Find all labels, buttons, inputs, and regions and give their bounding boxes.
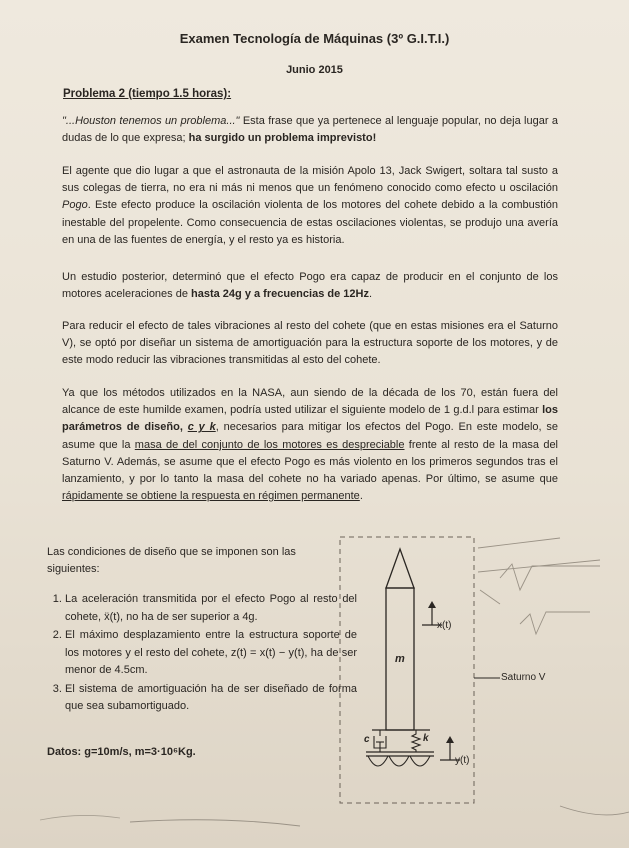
nozzle (410, 756, 430, 766)
saturn-label: Saturno V (501, 672, 546, 683)
y-label: y(t) (455, 755, 470, 766)
conditions-intro: Las condiciones de diseño que se imponen son las siguientes: (47, 546, 296, 575)
exam-date: Junio 2015 (286, 64, 343, 76)
spring (412, 730, 420, 752)
condition-item: 2. El máximo desplazamiento entre la estructura soporte de los motores y el resto del cohete, z(t) = x(t) − y(t), ha de ser menor de 4.5cm. (65, 627, 357, 680)
rocket-nose (386, 549, 414, 588)
paragraph-intro: "...Houston tenemos un problema..." Esta frase que ya pertenece al lenguaje popular, no deja lugar a dudas de lo que expresa; ha surgido un problema imprevisto! (62, 115, 558, 145)
x-label: x(t) (437, 620, 452, 631)
damper-label: c (364, 734, 370, 745)
assumption-mass: masa de del conjunto de los motores es despreciable (134, 438, 405, 451)
nozzle (368, 756, 388, 766)
paragraph-model: Ya que los métodos utilizados en la NASA, aun siendo de la década de los 70, están fuera del alcance de este humilde examen, podría usted utilizar el siguiente modelo de 1 g.d.l para estimar los parámetros de diseño, c y k, necesarios para mitigar los efectos del Pogo. En este modelo, se asume que la masa de del conjunto de los motores es despreciable frente al resto de la masa del Saturno V. Además, se asume que el efecto Pogo es más violento en los primeros segundos tras el lanzamiento, y por lo tanto la masa del cohete no ha variado apenas. Por último, se asume que rápidamente se obtiene la respuesta en régimen permanente. (62, 387, 559, 503)
pogo-term: Pogo (62, 199, 88, 212)
x-arrow-head (428, 601, 436, 608)
datos-line: Datos: g=10m/s, m=3·10⁶Kg. (47, 746, 196, 758)
paragraph-damping: Para reducir el efecto de tales vibraciones al resto del cohete (que en estas misiones era el Saturno V), se optó por diseñar un sistema de amortiguación para la estructura soporte de los motores, y de este modo reducir las vibraciones transmitidas al esto del cohete. (62, 320, 558, 367)
assumption-steady: rápidamente se obtiene la respuesta en régimen permanente (62, 490, 360, 503)
exam-title: Examen Tecnología de Máquinas (3º G.I.T.I.) (179, 31, 450, 46)
nozzle (389, 756, 409, 766)
pencil-mark (478, 538, 560, 548)
houston-quote: "...Houston tenemos un problema..." (62, 115, 240, 127)
condition-item: 1. La aceleración transmitida por el efecto Pogo al resto del cohete, ẍ(t), no ha de ser superior a 4g. (65, 591, 357, 626)
mass-label: m (395, 653, 405, 665)
condition-item: 3. El sistema de amortiguación ha de ser diseñado de forma que sea subamortiguado. (65, 681, 357, 716)
highlight-24g: hasta 24g y a frecuencias de 12Hz (191, 288, 369, 301)
problem-title: Problema 2 (tiempo 1.5 horas): (63, 88, 232, 100)
highlight-problem: ha surgido un problema imprevisto! (188, 132, 377, 145)
pencil-sqrt (500, 564, 600, 590)
spring-label: k (423, 733, 429, 744)
dashed-boundary (340, 537, 474, 803)
paragraph-study: Un estudio posterior, determinó que el efecto Pogo era capaz de producir en el conjunto de los motores aceleraciones de hasta 24g y a frecuencias de 12Hz. (62, 271, 558, 301)
paragraph-pogo: El agente que dio lugar a que el astronauta de la misión Apolo 13, Jack Swigert, soltara tal susto a sus colegas de tierra, no era ni más ni menos que un fenómeno conocido como efecto u oscilación Pogo. Este efecto produce la oscilación violenta de los motores del cohete debido a la combustión inestable del propelente. Como consecuencia de estas oscilaciones violentas, se produjo una avería en una de las fuentes de energía, y el resto ya es historia. (62, 165, 558, 246)
design-params: c y k (187, 421, 216, 434)
